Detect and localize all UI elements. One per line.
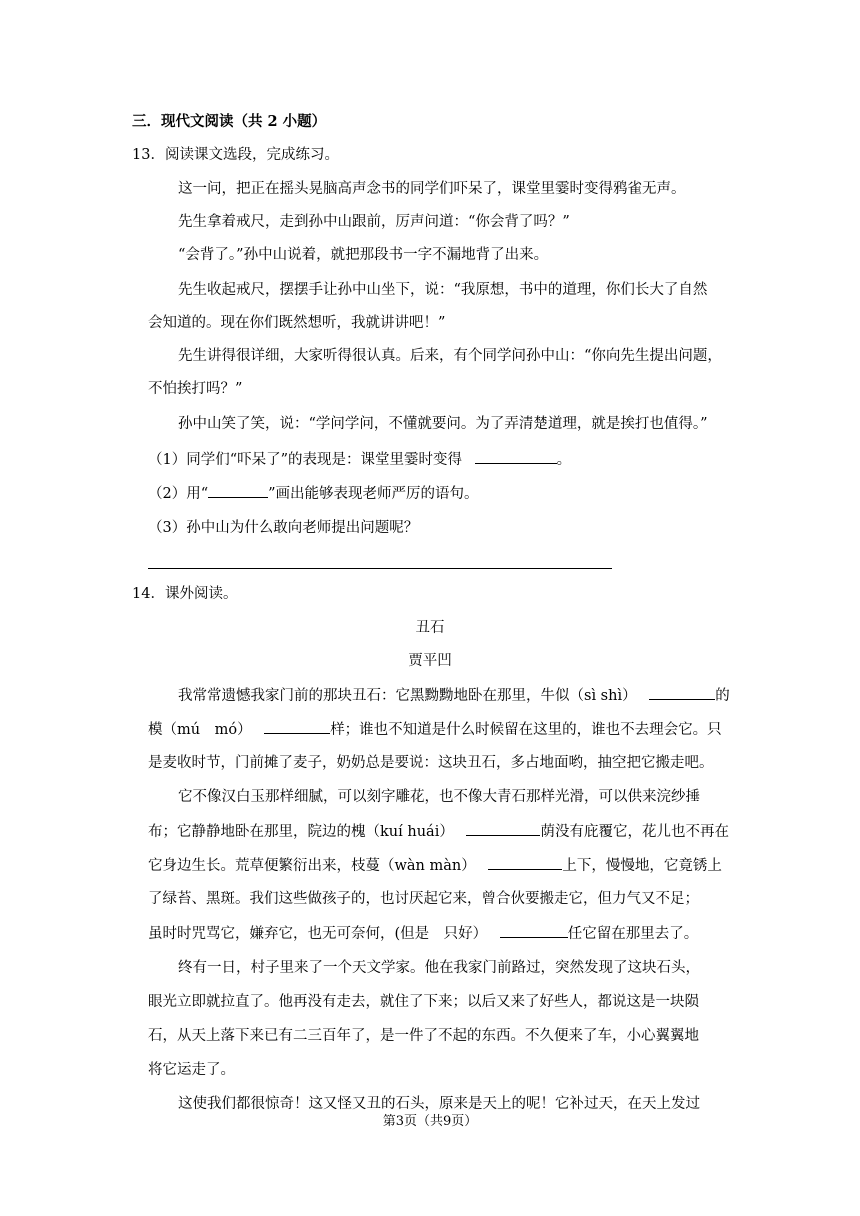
article-line (178, 685, 730, 706)
article-line (148, 923, 698, 944)
article-line (148, 719, 722, 740)
article-text: 我常常遗憾我家门前的那块丑石：它黑黝黝地卧在那里，牛似（sì shì） (178, 688, 637, 704)
answer-line[interactable] (148, 568, 612, 569)
subquestion-1-end: 。 (556, 452, 572, 468)
article-line: 眼光立即就拉直了。他再没有走去，就住了下来；以后又来了好些人，都说这是一块陨 (148, 994, 699, 1010)
article-text: 布；它静静地卧在那里，院边的槐（kuí huái） (148, 824, 454, 840)
article-line (148, 821, 729, 842)
article-title: 丑石 (415, 620, 445, 636)
answer-blank[interactable] (264, 719, 330, 734)
article-line: 石，从天上落下来已有二三百年了，是一件了不起的东西。不久便来了车，小心翼翼地 (148, 1028, 699, 1044)
subquestion-1 (148, 449, 571, 470)
article-text: 虽时时咒骂它，嫌弃它，也无可奈何，(但是 只好） (148, 926, 488, 942)
article-text: 荫没有庇覆它，花儿也不再在 (540, 824, 729, 840)
answer-blank[interactable] (475, 449, 557, 464)
answer-blank[interactable] (500, 923, 568, 938)
passage-line: 会知道的。现在你们既然想听，我就讲讲吧！” (148, 315, 446, 331)
article-line: 这使我们都很惊奇！这又怪又丑的石头，原来是天上的呢！它补过天，在天上发过 (178, 1096, 700, 1112)
answer-blank[interactable] (649, 685, 715, 700)
subquestion-2-text-b: ”画出能够表现老师严厉的语句。 (268, 486, 479, 502)
article-line: 它不像汉白玉那样细腻，可以刻字雕花，也不像大青石那样光滑，可以供来浣纱捶 (178, 789, 700, 805)
question-13-stem: 13．阅读课文选段，完成练习。 (132, 147, 339, 163)
answer-blank[interactable] (466, 821, 540, 836)
article-text: 模（mú mó） (148, 722, 252, 738)
section-heading: 三．现代文阅读（共 2 小题） (132, 113, 327, 130)
article-line: 将它运走了。 (148, 1062, 235, 1078)
article-text: 它身边生长。荒草便繁衍出来，枝蔓（wàn màn） (148, 858, 476, 874)
subquestion-3: （3）孙中山为什么敢向老师提出问题呢？ (148, 520, 419, 536)
passage-line: 这一问，把正在摇头晃脑高声念书的同学们吓呆了，课堂里霎时变得鸦雀无声。 (178, 181, 686, 197)
article-line: 终有一日，村子里来了一个天文学家。他在我家门前路过，突然发现了这块石头， (178, 960, 700, 976)
passage-line: 先生讲得很详细，大家听得很认真。后来，有个同学问孙中山：“你向先生提出问题， (178, 348, 722, 364)
article-line: 了绿苔、黑斑。我们这些做孩子的，也讨厌起它来，曾合伙要搬走它，但力气又不足； (148, 891, 699, 907)
underline-sample (208, 483, 268, 498)
article-text: 上下，慢慢地，它竟锈上 (562, 858, 722, 874)
passage-line: 先生收起戒尺，摆摆手让孙中山坐下，说：“我原想，书中的道理，你们长大了自然 (178, 282, 708, 298)
page-number: 第3页（共9页） (382, 1114, 478, 1129)
passage-line: “会背了。”孙中山说着，就把那段书一字不漏地背了出来。 (178, 247, 549, 263)
subquestion-2 (148, 483, 479, 504)
question-14-stem: 14．课外阅读。 (132, 586, 238, 602)
answer-blank[interactable] (488, 855, 562, 870)
subquestion-1-text: （1）同学们“吓呆了”的表现是：课堂里霎时变得 (148, 452, 463, 468)
passage-line: 先生拿着戒尺，走到孙中山跟前，厉声问道：“你会背了吗？” (178, 214, 570, 230)
passage-line: 孙中山笑了笑，说：“学问学问，不懂就要问。为了弄清楚道理，就是挨打也值得。” (178, 416, 708, 432)
article-text: 的 (715, 688, 730, 704)
article-text: 样；谁也不知道是什么时候留在这里的，谁也不去理会它。只 (330, 722, 722, 738)
article-line: 是麦收时节，门前摊了麦子，奶奶总是要说：这块丑石，多占地面哟，抽空把它搬走吧。 (148, 755, 714, 771)
article-line (148, 855, 722, 876)
article-text: 任它留在那里去了。 (567, 926, 699, 942)
passage-line: 不怕挨打吗？” (148, 381, 243, 397)
article-author: 贾平凹 (408, 653, 452, 669)
subquestion-2-text-a: （2）用“ (148, 486, 209, 502)
